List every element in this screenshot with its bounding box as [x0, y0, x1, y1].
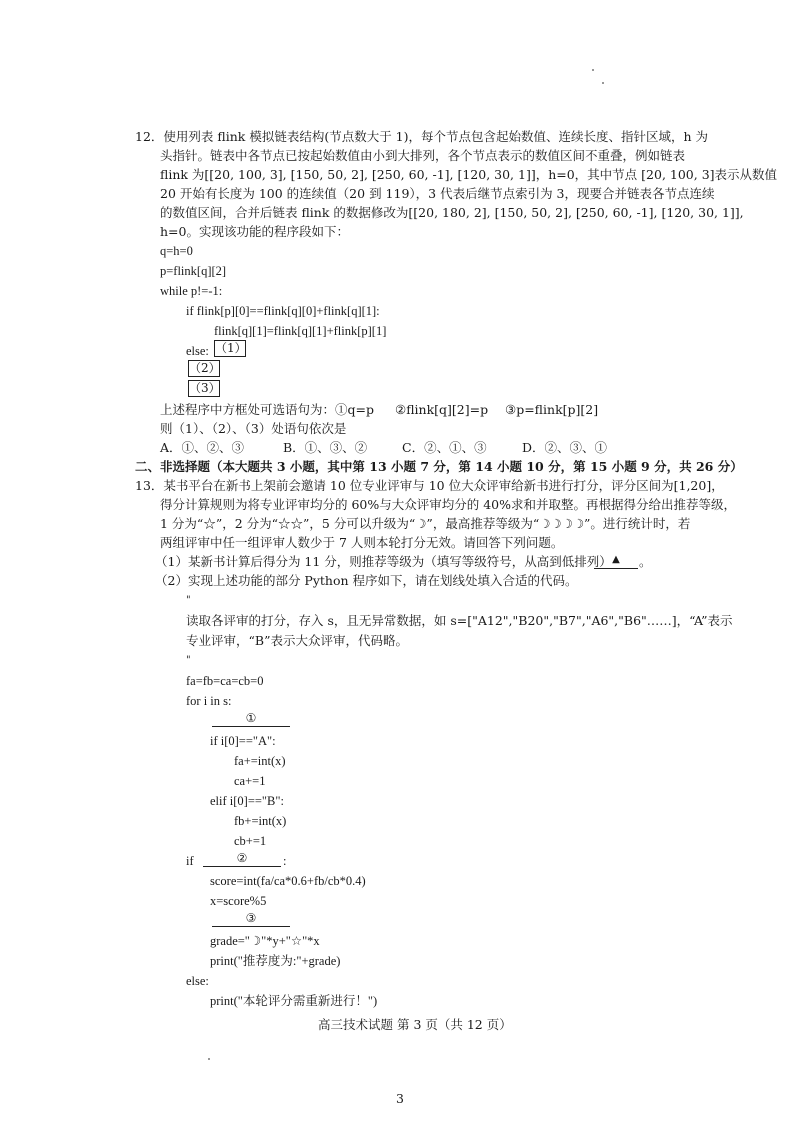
q13-answer-mark: ▲ [594, 552, 638, 569]
q13-code-line: print("本轮评分需重新进行！") [210, 994, 378, 1008]
q13-code-line: cb+=1 [234, 834, 267, 848]
q12-code-line: else: [186, 344, 209, 358]
q12-options: 上述程序中方框处可选语句为：①q=p [160, 402, 374, 417]
q12-line-4: 20 开始有长度为 100 的连续值（20 到 119），3 代表后继节点索引为 3，现要合并链表各节点连续 [160, 186, 715, 201]
q13-line-1: 13．某书平台在新书上架前会邀请 10 位专业评审与 10 位大众评审给新书进行打分，评分区间为[1,20]， [135, 478, 724, 493]
q13-line-4: 两组评审中任一组评审人数少于 7 人则本轮打分无效。请回答下列问题。 [160, 535, 564, 550]
page-footer: 高三技术试题 第 3 页（共 12 页） [318, 1017, 512, 1032]
q13-code-if: if [186, 854, 194, 868]
q12-option-3: ③p=flink[p][2] [505, 402, 599, 417]
scan-speck [592, 69, 594, 71]
docstring-open: " [186, 595, 191, 606]
q12-code-line: p=flink[q][2] [160, 264, 227, 278]
choice-b: B．①、③、② [283, 440, 368, 455]
docstring-line-2: 专业评审，“B”表示大众评审，代码略。 [186, 633, 408, 648]
q12-line-5: 的数值区间，合并后链表 flink 的数据修改为[[20, 180, 2], [150, 50, 2], [250, 60, -1], [120, 30, 1]], [160, 205, 744, 220]
q12-code-line: flink[q][1]=flink[q][1]+flink[p][1] [214, 324, 387, 338]
q13-sub-2: （2）实现上述功能的部分 Python 程序如下，请在划线处填入合适的代码。 [155, 573, 578, 588]
q12-line-2: 头指针。链表中各节点已按起始数值由小到大排列，各个节点表示的数值区间不重叠，例如链表 [160, 148, 686, 163]
q13-code-line: score=int(fa/ca*0.6+fb/cb*0.4) [210, 874, 366, 888]
q13-code-line: fb+=int(x) [234, 814, 287, 828]
scan-speck [602, 82, 604, 84]
q12-code-line: if flink[p][0]==flink[q][0]+flink[q][1]: [186, 304, 380, 318]
docstring-close: " [186, 655, 191, 666]
code-blank-1: ① [212, 710, 290, 727]
q13-code-line: ca+=1 [234, 774, 266, 788]
q13-code-colon: : [283, 854, 287, 868]
q13-line-2: 得分计算规则为将专业评审均分的 60%与大众评审均分的 40%求和并取整。再根据得分给出推荐等级， [160, 497, 737, 512]
q12-code-line: while p!=-1: [160, 284, 223, 298]
q12-line-6: h=0。实现该功能的程序段如下： [160, 224, 349, 239]
scan-speck [208, 1058, 210, 1060]
page-number: 3 [396, 1091, 404, 1106]
docstring-line-1: 读取各评审的打分，存入 s，且无异常数据，如 s=["A12","B20","B7","A6","B6"……]，“A”表示 [186, 613, 733, 628]
answer-box-1: （1） [215, 341, 247, 355]
answer-box-2: （2） [189, 361, 221, 375]
choice-a: A．①、②、③ [160, 440, 245, 455]
q13-sub-1: （1）某新书计算后得分为 11 分，则推荐等级为（填写等级符号，从高到低排列） [155, 554, 612, 569]
q12-line-3: flink 为[[20, 100, 3], [150, 50, 2], [250, 60, -1], [120, 30, 1]]，h=0，其中节点 [20, 100, 3]表示从数值 [160, 167, 778, 182]
code-blank-3: ③ [212, 910, 290, 927]
q13-code-line: elif i[0]=="B": [210, 794, 284, 808]
q13-code-line: if i[0]=="A": [210, 734, 276, 748]
choice-d: D．②、③、① [522, 440, 608, 455]
section-heading: 二、非选择题（本大题共 3 小题，其中第 13 小题 7 分，第 14 小题 10 分，第 15 小题 9 分，共 26 分） [135, 459, 743, 474]
q13-line-3: 1 分为“☆”，2 分为“☆☆”，5 分可以升级为“☽”，最高推荐等级为“☽☽☽☽”。进行统计时，若 [160, 516, 691, 531]
q13-sub-1-end: 。 [639, 554, 652, 569]
q13-code-line: x=score%5 [210, 894, 267, 908]
q13-code-line: grade="☽"*y+"☆"*x [210, 934, 320, 948]
code-blank-2: ② [203, 850, 281, 867]
q12-ask: 则（1）、（2）、（3）处语句依次是 [160, 421, 347, 436]
q13-code-line: fa+=int(x) [234, 754, 286, 768]
q12-option-2: ②flink[q][2]=p [395, 402, 489, 417]
q12-line-1: 12．使用列表 flink 模拟链表结构(节点数大于 1)，每个节点包含起始数值、连续长度、指针区域，h 为 [135, 129, 709, 144]
q13-code-line: for i in s: [186, 694, 232, 708]
q12-code-line: q=h=0 [160, 244, 193, 258]
choice-c: C．②、①、③ [402, 440, 487, 455]
answer-box-3: （3） [189, 381, 221, 395]
q13-code-line: fa=fb=ca=cb=0 [186, 674, 264, 688]
q13-code-line: print("推荐度为:"+grade) [210, 954, 341, 968]
q13-code-line: else: [186, 974, 209, 988]
